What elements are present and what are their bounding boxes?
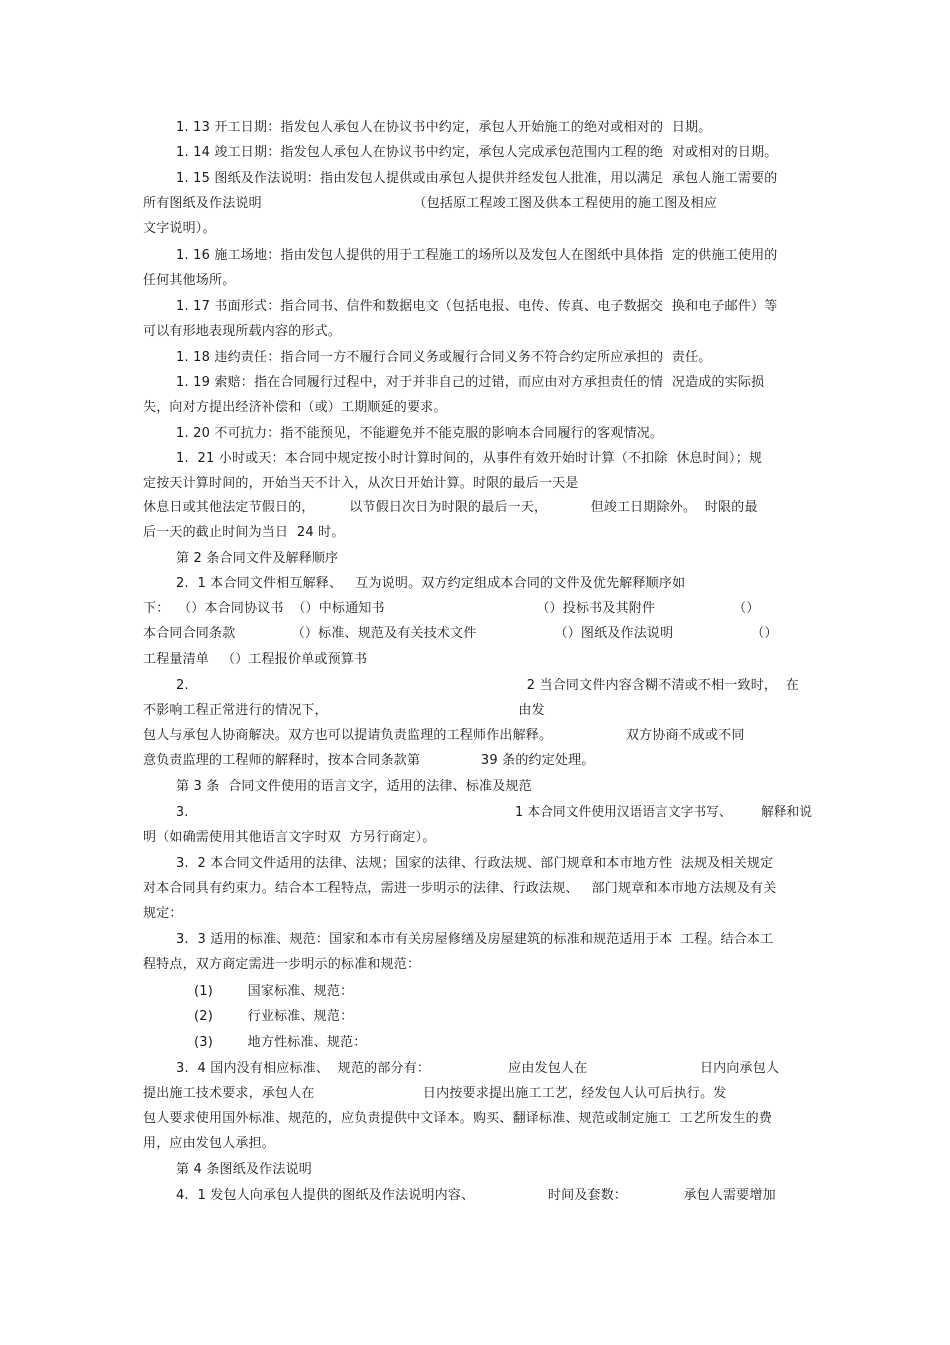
- text-line: 3. 3 适用的标准、规范：国家和本市有关房屋修缮及房屋建筑的标准和规范适用于本 工程。结合本工: [176, 932, 774, 947]
- text-line: 本合同合同条款 （）标准、规范及有关技术文件 （）图纸及作法说明 （）: [143, 626, 778, 641]
- text-line: 3. 1 本合同文件使用汉语语言文字书写、 解释和说: [176, 805, 813, 820]
- text-line: 下： （）本合同协议书 （）中标通知书 （）投标书及其附件 （）: [143, 601, 760, 616]
- text-line: 3. 4 国内没有相应标准、 规范的部分有： 应由发包人在 日内向承包人: [176, 1061, 780, 1076]
- text-line: 不影响工程正常进行的情况下， 由发: [143, 703, 545, 718]
- text-line: 所有图纸及作法说明 （包括原工程竣工图及供本工程使用的施工图及相应: [143, 196, 718, 211]
- text-line: 失，向对方提出经济补偿和（或）工期顺延的要求。: [143, 400, 447, 415]
- text-line: 休息日或其他法定节假日的， 以节假日次日为时限的最后一天， 但竣工日期除外。 时限的最: [143, 500, 758, 515]
- text-line: 程特点，双方商定需进一步明示的标准和规范：: [143, 957, 421, 972]
- text-line: 2. 2 当合同文件内容含糊不清或不相一致时， 在: [176, 678, 799, 693]
- text-line: 1. 14 竣工日期：指发包人承包人在协议书中约定，承包人完成承包范围内工程的绝 对或相对的日期。: [176, 145, 778, 160]
- text-line: 后一天的截止时间为当日 24 时。: [143, 525, 345, 540]
- section-heading: 第 3 条 合同文件使用的语言文字，适用的法律、标准及规范: [176, 779, 532, 794]
- text-line: 3. 2 本合同文件适用的法律、法规；国家的法律、行政法规、部门规章和本市地方性 法规及相关规定: [176, 856, 774, 871]
- text-line: 意负责监理的工程师的解释时，按本合同条款第 39 条的约定处理。: [143, 753, 595, 768]
- text-line: 明（如确需使用其他语言文字时双 方另行商定）。: [143, 830, 436, 845]
- text-line: 提出施工技术要求，承包人在 日内按要求提出施工工艺，经发包人认可后执行。发: [143, 1086, 727, 1101]
- text-line: 用，应由发包人承担。: [143, 1136, 276, 1151]
- text-line: 1. 19 索赔：指在合同履行过程中，对于并非自己的过错，而应由对方承担责任的情 况造成的实际损: [176, 375, 765, 390]
- text-line: 1. 15 图纸及作法说明：指由发包人提供或由承包人提供并经发包人批准，用以满足 承包人施工需要的: [176, 171, 778, 186]
- text-line: 任何其他场所。: [143, 273, 236, 288]
- text-line: 工程量清单 （）工程报价单或预算书: [143, 652, 368, 667]
- list-item: (3) 地方性标准、规范：: [194, 1035, 367, 1050]
- section-heading: 第 2 条合同文件及解释顺序: [176, 551, 339, 566]
- text-line: 1. 13 开工日期：指发包人承包人在协议书中约定，承包人开始施工的绝对或相对的 日期。: [176, 120, 712, 135]
- section-heading: 第 4 条图纸及作法说明: [176, 1162, 312, 1177]
- text-line: 包人要求使用国外标准、规范的，应负责提供中文译本。购买、翻译标准、规范或制定施工 工艺所发生的费: [143, 1111, 773, 1126]
- text-line: 包人与承包人协商解决。双方也可以提请负责监理的工程师作出解释。 双方协商不成或不同: [143, 728, 745, 743]
- list-item: (2) 行业标准、规范：: [194, 1009, 354, 1024]
- list-item: (1) 国家标准、规范：: [194, 984, 354, 999]
- text-line: 对本合同具有约束力。结合本工程特点，需进一步明示的法律、行政法规、 部门规章和本市地方法规及有关: [143, 881, 777, 896]
- text-line: 1. 20 不可抗力：指不能预见，不能避免并不能克服的影响本合同履行的客观情况。: [176, 426, 664, 441]
- text-line: 可以有形地表现所载内容的形式。: [143, 324, 342, 339]
- text-line: 规定：: [143, 906, 183, 921]
- text-line: 4. 1 发包人向承包人提供的图纸及作法说明内容、 时间及套数： 承包人需要增加: [176, 1188, 776, 1203]
- text-line: 1. 17 书面形式：指合同书、信件和数据电文（包括电报、电传、传真、电子数据交 换和电子邮件）等: [176, 299, 778, 314]
- text-line: 1. 16 施工场地：指由发包人提供的用于工程施工的场所以及发包人在图纸中具体指 定的供施工使用的: [176, 248, 778, 263]
- text-line: 1. 21 小时或天：本合同中规定按小时计算时间的，从事件有效开始时计算（不扣除 休息时间）；规: [176, 451, 763, 466]
- text-line: 文字说明）。: [143, 221, 216, 236]
- text-line: 2. 1 本合同文件相互解释、 互为说明。双方约定组成本合同的文件及优先解释顺序如: [176, 576, 686, 591]
- text-line: 1. 18 违约责任：指合同一方不履行合同义务或履行合同义务不符合约定所应承担的 责任。: [176, 350, 712, 365]
- text-line: 定按天计算时间的，开始当天不计入，从次日开始计算。时限的最后一天是: [143, 476, 579, 491]
